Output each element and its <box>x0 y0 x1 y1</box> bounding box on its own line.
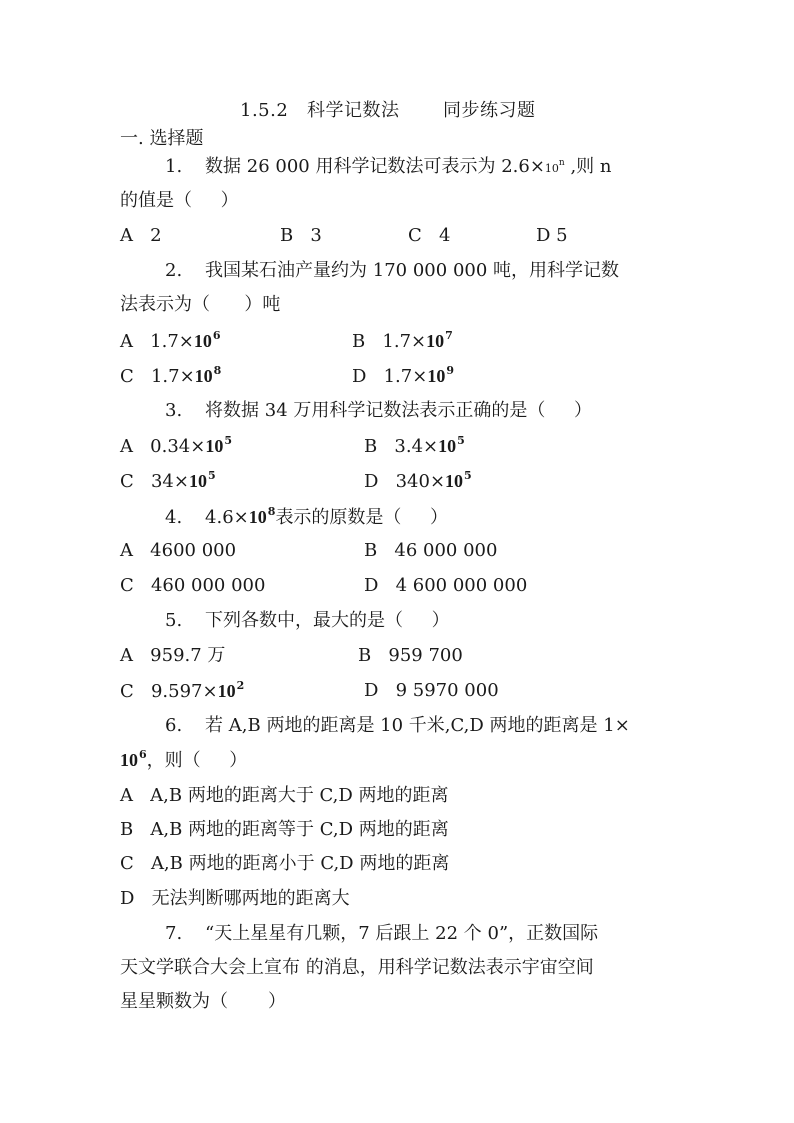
power-base: 10 <box>426 331 445 351</box>
section-heading: 一. 选择题 <box>120 128 204 149</box>
power-exponent: 5 <box>464 469 472 482</box>
power-exponent: 7 <box>445 329 453 342</box>
option-text: D 1.7× <box>352 366 428 387</box>
power-base: 10 <box>188 471 207 491</box>
option-text: C 1.7× <box>120 366 195 387</box>
option-text: C 34× <box>120 471 189 492</box>
question-5-line-1: 5. 下列各数中，最大的是（ ） <box>165 610 450 631</box>
question-2-line-2: 法表示为（ ）吨 <box>120 294 281 315</box>
question-6-option-a: A A,B 两地的距离大于 C,D 两地的距离 <box>120 785 449 806</box>
question-1-power: 10 <box>544 162 559 175</box>
option-text: D 340× <box>364 471 446 492</box>
question-1-option-a: A 2 <box>120 225 162 246</box>
question-1-line-2: 的值是（ ） <box>120 190 239 211</box>
power-exponent: 6 <box>139 748 147 761</box>
option-text: A 0.34× <box>120 436 206 457</box>
question-1-option-b: B 3 <box>280 225 322 246</box>
power-base: 10 <box>248 507 267 527</box>
power-base: 10 <box>194 366 213 386</box>
question-1-option-c: C 4 <box>408 225 451 246</box>
question-5-option-d: D 9 5970 000 <box>364 680 499 701</box>
option-text: B 1.7× <box>352 331 427 352</box>
option-text: B 3.4× <box>364 436 439 457</box>
question-3-option-b <box>364 434 465 461</box>
page-title: 1.5.2 科学记数法 同步练习题 <box>240 100 536 121</box>
question-4-text-end: 表示的原数是（ ） <box>275 507 449 528</box>
question-2-option-b <box>352 329 453 356</box>
power-exponent: 9 <box>446 364 454 377</box>
question-3-option-a <box>120 434 232 461</box>
question-4-option-d: D 4 600 000 000 <box>364 575 528 596</box>
question-6-option-c: C A,B 两地的距离小于 C,D 两地的距离 <box>120 853 450 874</box>
question-6-text-end: ，则（ ） <box>146 750 248 771</box>
question-2-option-d <box>352 364 454 391</box>
power-base: 10 <box>205 436 224 456</box>
question-5-option-c <box>120 679 244 706</box>
question-6-line-1: 6. 若 A,B 两地的距离是 10 千米,C,D 两地的距离是 1× <box>165 715 630 736</box>
question-6-option-b: B A,B 两地的距离等于 C,D 两地的距离 <box>120 819 449 840</box>
power-exponent: 8 <box>213 364 222 377</box>
question-5-option-a: A 959.7 万 <box>120 645 226 666</box>
option-text: A 1.7× <box>120 331 194 352</box>
question-4-option-b: B 46 000 000 <box>364 540 498 561</box>
power-base: 10 <box>438 436 457 456</box>
question-4-option-a: A 4600 000 <box>120 540 237 561</box>
question-4-line-1 <box>165 505 448 532</box>
question-7-line-2: 天文学联合大会上宣布 的消息，用科学记数法表示宇宙空间 <box>120 957 594 978</box>
power-exponent: 5 <box>224 434 232 447</box>
power-base: 10 <box>193 331 212 351</box>
power-exponent: 8 <box>267 505 276 518</box>
option-text: C 9.597× <box>120 681 218 702</box>
question-4-option-c: C 460 000 000 <box>120 575 266 596</box>
question-3-option-c <box>120 469 216 496</box>
question-5-option-b: B 959 700 <box>358 645 463 666</box>
question-7-line-3: 星星颗数为（ ） <box>120 991 287 1012</box>
question-1-line-1 <box>165 155 611 182</box>
power-base: 10 <box>217 681 236 701</box>
power-exponent: 5 <box>457 434 465 447</box>
power-base: 10 <box>120 750 138 770</box>
question-6-option-d: D 无法判断哪两地的距离大 <box>120 888 350 909</box>
question-1-exponent: n <box>558 158 565 168</box>
question-3-option-d <box>364 469 472 496</box>
power-base: 10 <box>445 471 464 491</box>
question-1-text-end: ,则 n <box>564 156 612 177</box>
question-1-text: 1. 数据 26 000 用科学记数法可表示为 2.6× <box>165 156 545 177</box>
question-2-option-a <box>120 329 221 356</box>
question-6-line-2 <box>120 748 247 775</box>
power-exponent: 6 <box>212 329 221 342</box>
question-2-line-1: 2. 我国某石油产量约为 170 000 000 吨，用科学记数 <box>165 260 620 281</box>
question-1-option-d: D 5 <box>536 225 568 246</box>
power-base: 10 <box>427 366 446 386</box>
question-2-option-c <box>120 364 221 391</box>
power-exponent: 5 <box>207 469 216 482</box>
question-3-line-1: 3. 将数据 34 万用科学记数法表示正确的是（ ） <box>165 400 593 421</box>
question-4-text: 4. 4.6× <box>165 507 249 528</box>
question-7-line-1: 7. “天上星星有几颗，7 后跟上 22 个 0”，正数国际 <box>165 923 599 944</box>
power-exponent: 2 <box>236 679 245 692</box>
